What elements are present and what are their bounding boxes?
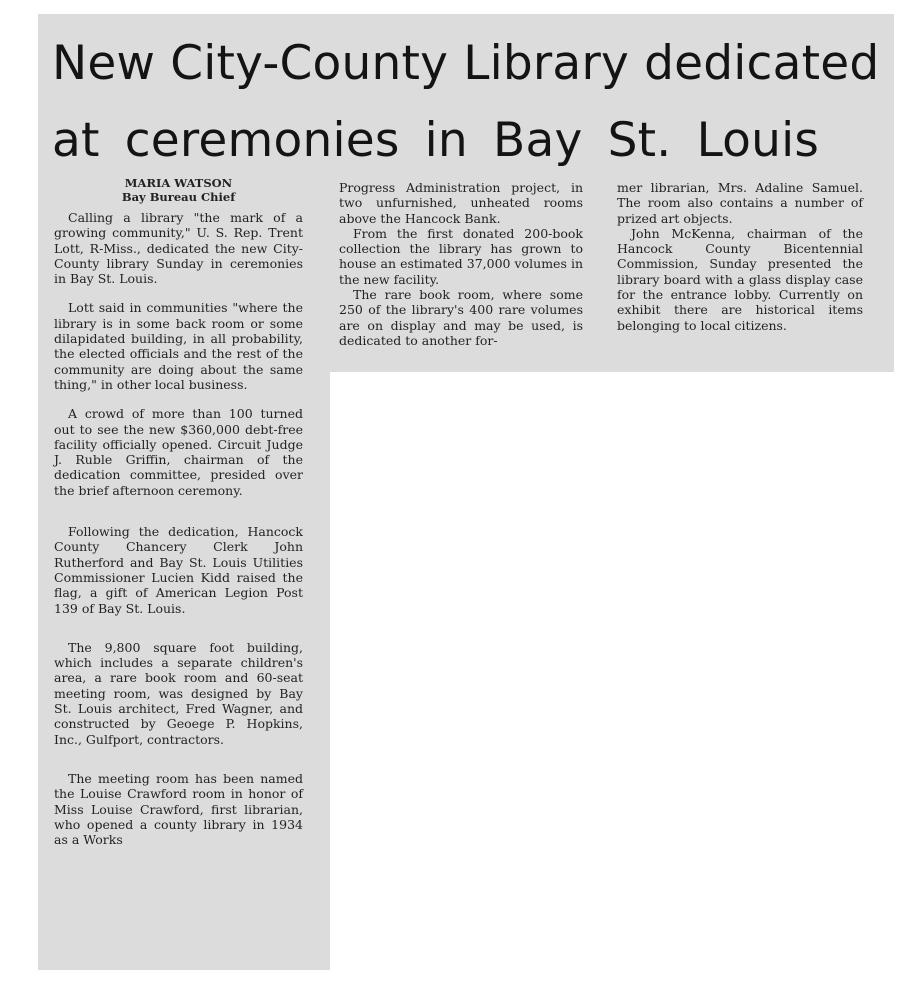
paragraph: The rare book room, where some 250 of the library's 400 rare volumes are on display and may be used, is dedicated to another for- xyxy=(339,287,583,348)
paragraph: Progress Administration project, in two unfurnished, unheated rooms above the Hancock Bank. xyxy=(339,180,583,226)
paragraph: Following the dedication, Hancock County Chancery Clerk John Rutherford and Bay St. Louis Utilities Commissioner Lucien Kidd raised the flag, a gift of American Legion Post 139 of Bay St. Louis. xyxy=(54,524,303,616)
paragraph: From the first donated 200-book collection the library has grown to house an estimated 37,000 volumes in the new facility. xyxy=(339,225,583,287)
paragraph: The 9,800 square foot building, which includes a separate children's area, a rare book room and 60-seat meeting room, was designed by Bay St. Louis architect, Fred Wagner, and constructed by Geoege P. Hopkins, Inc., Gulfport, contractors. xyxy=(54,639,303,747)
article-column-2 xyxy=(339,180,583,348)
headline-line-1: New City-County Library dedicated xyxy=(52,36,880,91)
byline xyxy=(54,176,303,204)
article-column-1 xyxy=(54,176,303,847)
paragraph: A crowd of more than 100 turned out to see the new $360,000 debt-free facility officially opened. Circuit Judge J. Ruble Griffin, chairman of the dedication committee, presided over the brief afternoon ceremony. xyxy=(54,406,303,498)
byline-name: MARIA WATSON xyxy=(124,176,233,190)
article-column-3 xyxy=(617,180,863,333)
paragraph: Lott said in communities "where the library is in some back room or some dilapidated building, in all probability, the elected officials and the rest of the community are doing about the same thing," in other local business. xyxy=(54,300,303,392)
paragraph: mer librarian, Mrs. Adaline Samuel. The room also contains a number of prized art objects. xyxy=(617,180,863,226)
paragraph: Calling a library "the mark of a growing community," U. S. Rep. Trent Lott, R-Miss., dedicated the new City-County library Sunday in ceremonies in Bay St. Louis. xyxy=(54,210,303,287)
byline-title: Bay Bureau Chief xyxy=(121,190,236,204)
paragraph: The meeting room has been named the Louise Crawford room in honor of Miss Louise Crawford, first librarian, who opened a county library in 1934 as a Works xyxy=(54,770,303,848)
headline-line-2: at ceremonies in Bay St. Louis xyxy=(52,113,820,168)
paragraph: John McKenna, chairman of the Hancock County Bicentennial Commission, Sunday presented the library board with a glass display case for the entrance lobby. Currently on exhibit there are historical items belonging to local citizens. xyxy=(617,225,863,333)
